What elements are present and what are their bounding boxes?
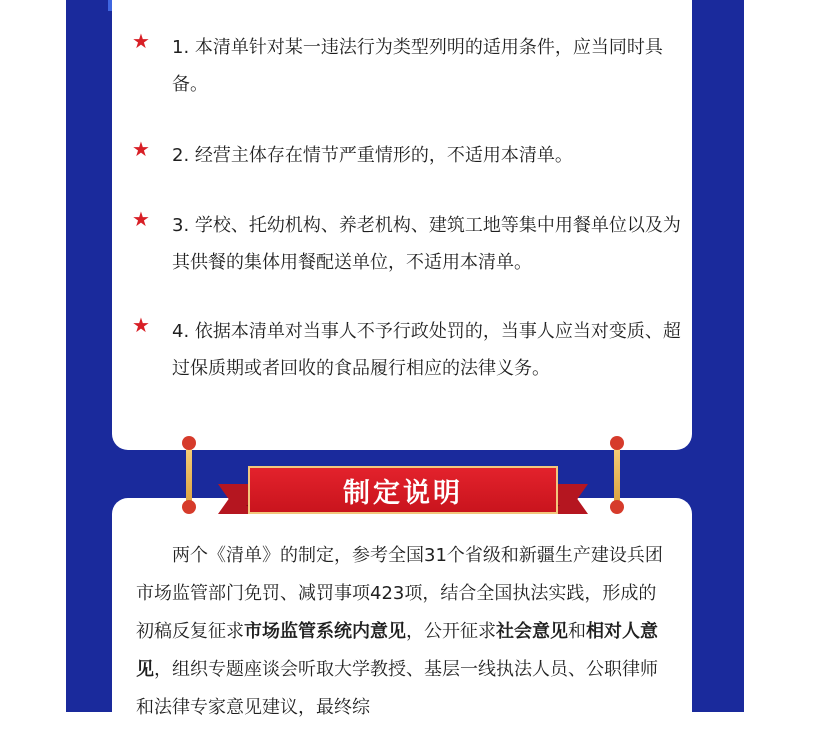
explanation-paragraph [136,537,674,727]
star-icon: ★ [132,313,150,337]
paragraph-emphasis: 社会意见 [496,621,568,642]
paragraph-emphasis: 市场监管系统内意见 [244,621,406,642]
paragraph-text: 两个《清单》的制定，参考全国31个省级和新疆生产建设兵团市场监管部门免罚、减罚事项423项，结合全国执法实践，形成的初稿反复征求 [136,545,663,642]
ribbon-main [248,466,558,514]
rule-text: 1. 本清单针对某一违法行为类型列明的适用条件，应当同时具备。 [172,37,663,95]
scroll-pole-left [185,436,193,514]
paragraph-text: 和 [568,621,586,642]
section-title: 制定说明 [343,477,463,509]
paragraph-text: ，公开征求 [406,621,496,642]
rule-text: 3. 学校、托幼机构、养老机构、建筑工地等集中用餐单位以及为其供餐的集体用餐配送单位，不适用本清单。 [172,215,681,273]
section-title-banner [218,465,588,523]
paragraph-emphasis: 相对人意见 [136,621,658,680]
rule-text: 4. 依据本清单对当事人不予行政处罚的，当事人应当对变质、超过保质期或者回收的食品履行相应的法律义务。 [172,321,681,379]
scroll-pole-right [613,436,621,514]
star-icon: ★ [132,137,150,161]
star-icon: ★ [132,207,150,231]
star-icon: ★ [132,29,150,53]
paragraph-text: ，组织专题座谈会听取大学教授、基层一线执法人员、公职律师和法律专家意见建议，最终综 [136,659,658,718]
rule-text: 2. 经营主体存在情节严重情形的，不适用本清单。 [172,145,573,166]
